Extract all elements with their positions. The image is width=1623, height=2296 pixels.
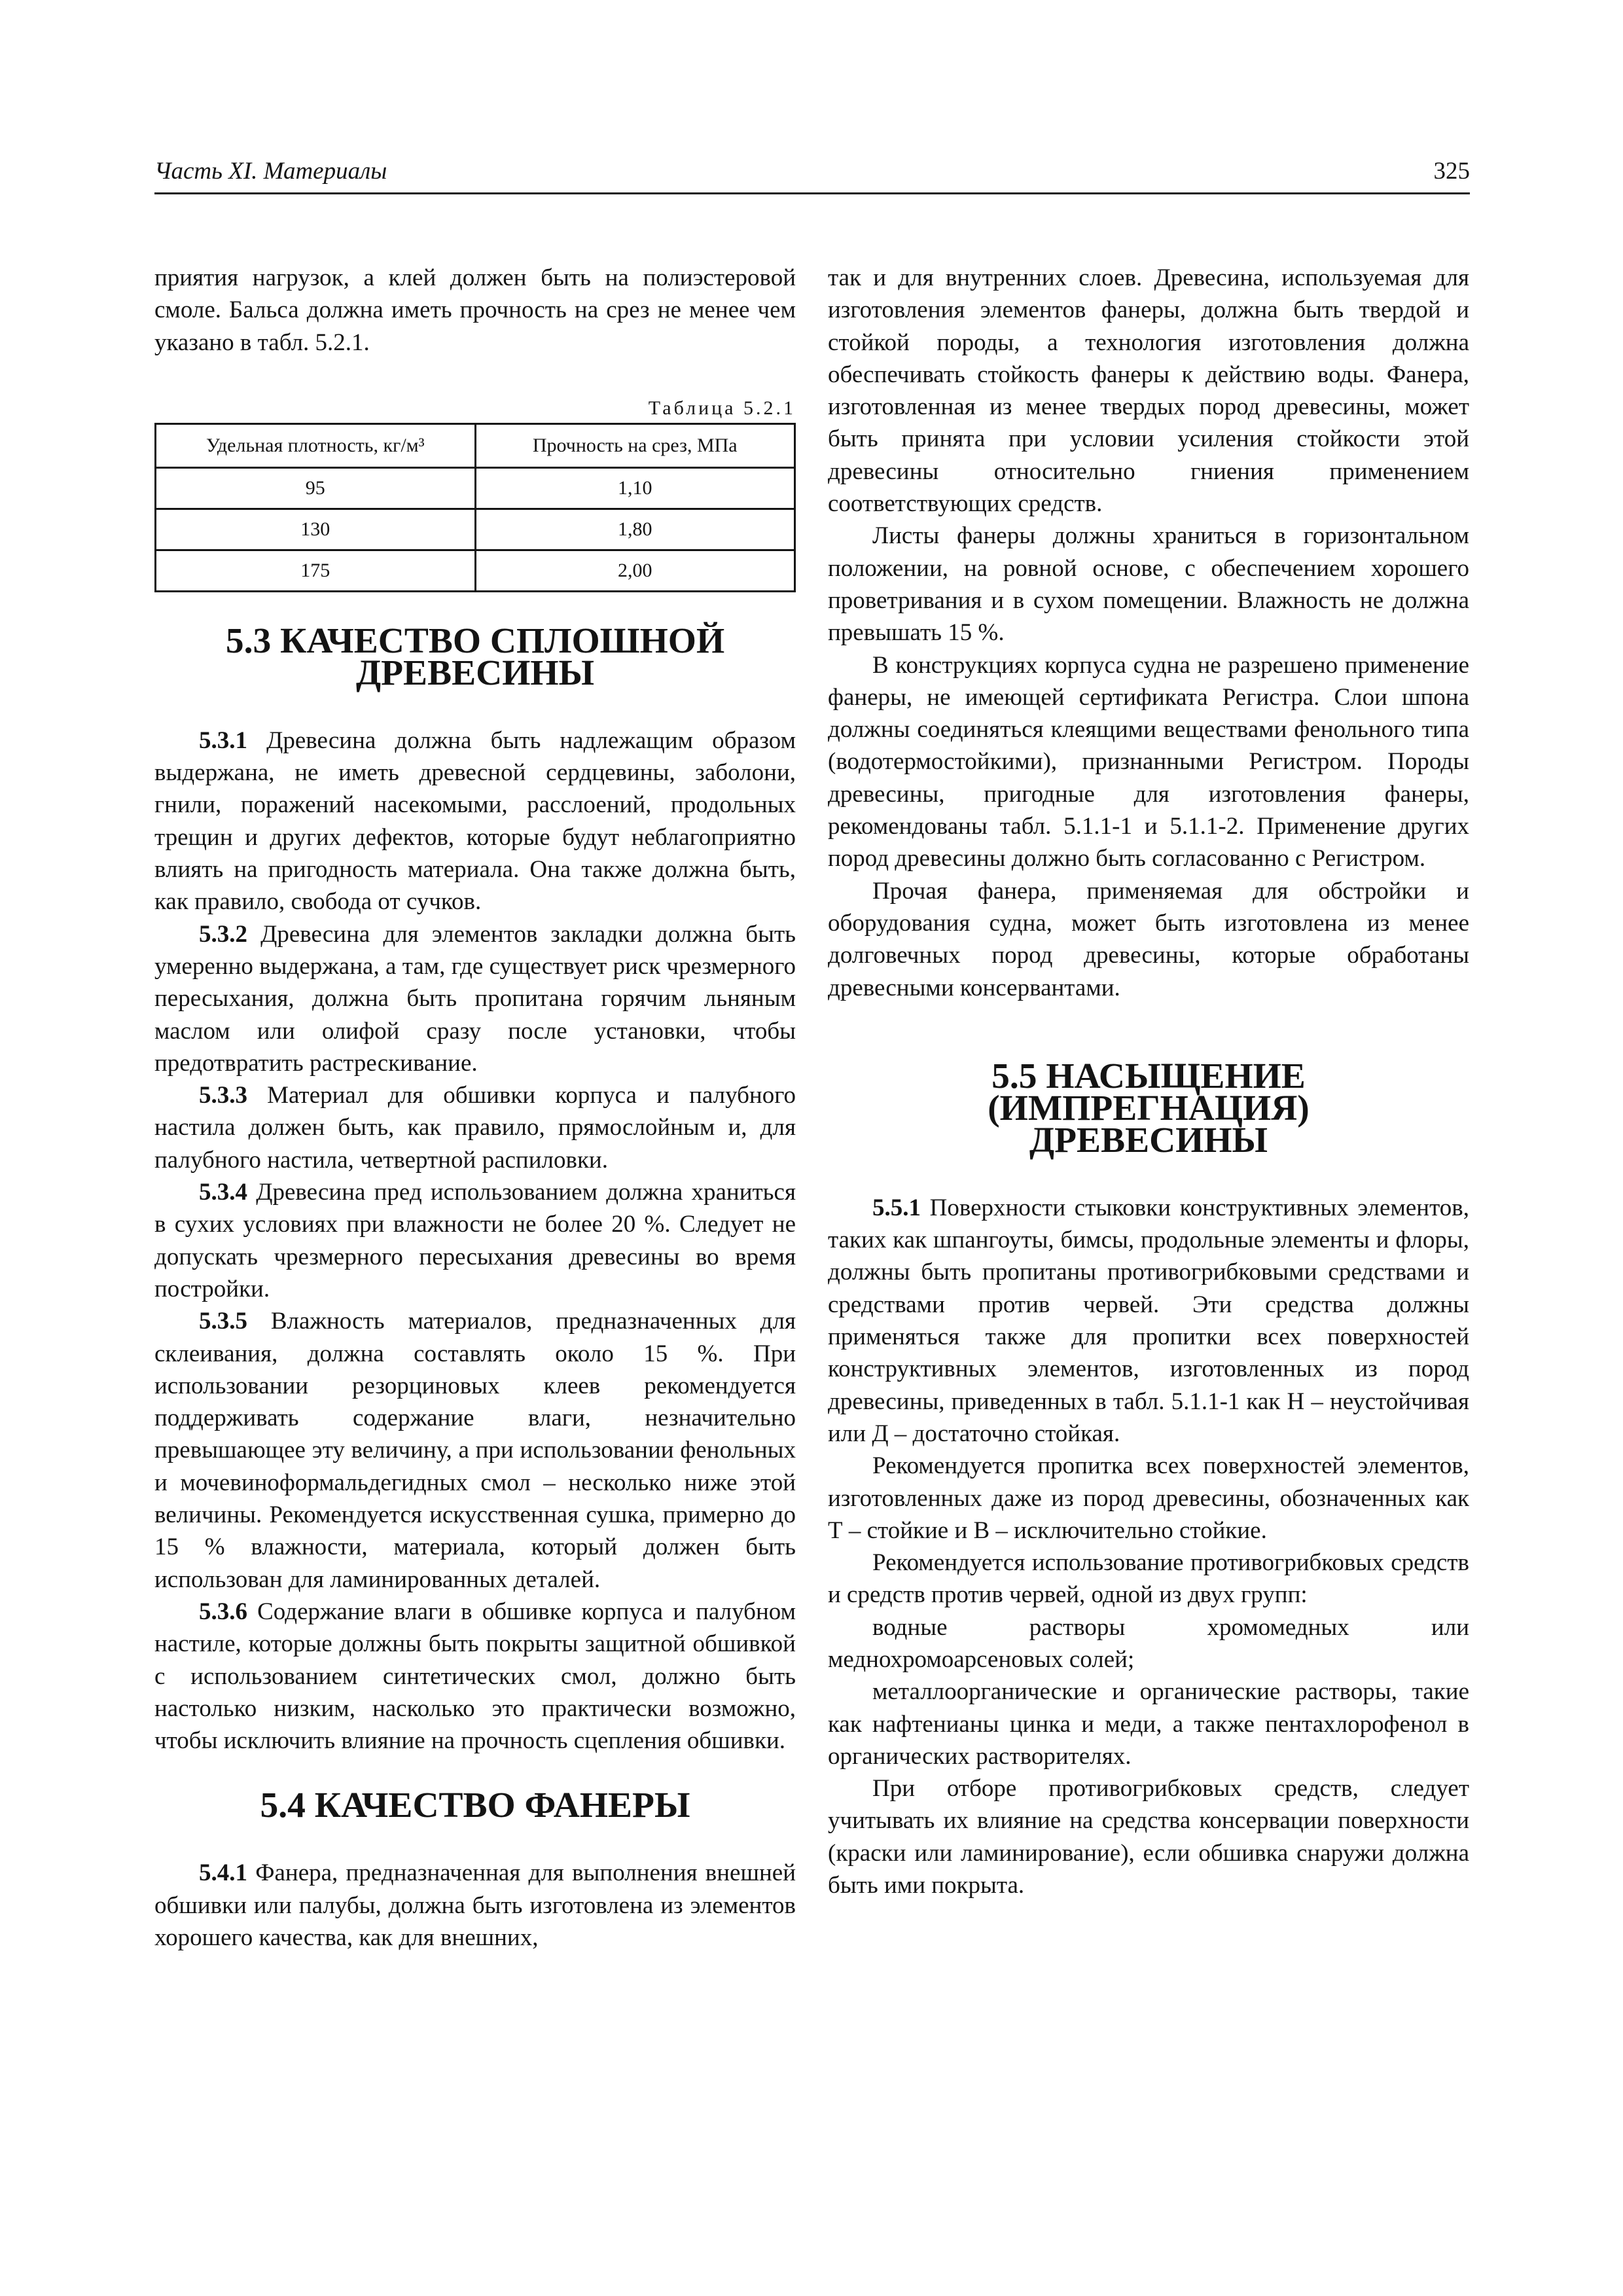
paragraph-5-3-5 (154, 1305, 796, 1596)
table-row (156, 550, 795, 591)
right-column (828, 262, 1469, 1901)
table-row (156, 467, 795, 509)
paragraph-5-3-3 (154, 1079, 796, 1176)
table-cell: 95 (156, 467, 476, 509)
table-cell: 2,00 (475, 550, 795, 591)
paragraph-groups: Рекомендуется использование противогрибковых средств и средств против червей, одной из двух групп: (828, 1549, 1469, 1609)
section-heading-line: ДРЕВЕСИНЫ (1029, 1120, 1268, 1160)
paragraph-storage: Листы фанеры должны храниться в горизонтальном положении, на ровной основе, с обеспечением хорошего проветривания и в сухом помещении. Влажность не должна превышать 15 %. (828, 522, 1469, 647)
section-heading-line: 5.5 НАСЫЩЕНИЕ (ИМПРЕГНАЦИЯ) (988, 1056, 1310, 1128)
table-row (156, 509, 795, 550)
paragraph-certificate: В конструкциях корпуса судна не разрешено применение фанеры, не имеющей сертификата Регистра. Слои шпона должны соединяться клеящими веществами фенольного типа (водотермостойкими), признанными Регистром. Породы древесины, пригодные для изготовления фанеры, рекомендованы табл. 5.1.1-1 и 5.1.1-2. Применение других пород древесины должно быть согласованно с Регистром. (828, 651, 1469, 872)
running-title: Часть XI. Материалы (154, 158, 387, 185)
paragraph-5-5-1 (828, 1192, 1469, 1450)
paragraph-5-3-6 (154, 1596, 796, 1757)
column-header-density: Удельная плотность, кг/м³ (156, 423, 476, 467)
clause-text: Древесина для элементов закладки должна быть умеренно выдержана, а там, где существует риск чрезмерного пересыхания, должна быть пропитана горячим льняным маслом или олифой сразу после установки, чтобы предотвратить растрескивание. (154, 920, 796, 1077)
paragraph-5-3-1 (154, 725, 796, 918)
clause-number: 5.3.6 (199, 1598, 247, 1625)
clause-number: 5.3.5 (199, 1308, 247, 1335)
clause-number: 5.3.4 (199, 1179, 247, 1206)
density-strength-table (154, 423, 796, 592)
paragraph-selection: При отборе противогрибковых средств, следует учитывать их влияние на средства консервации поверхности (краски или ламинирование), если обшивка снаружи должна быть ими покрыта. (828, 1775, 1469, 1899)
page-number: 325 (1433, 158, 1470, 185)
section-heading-5-4: 5.4 КАЧЕСТВО ФАНЕРЫ (260, 1785, 690, 1826)
clause-text: Поверхности стыковки конструктивных элементов, таких как шпангоуты, бимсы, продольные элементы и флоры, должны быть пропитаны противогрибковыми средствами и средствами против червей. Эти средства должны применяться также для пропитки всех поверхностей конструктивных элементов, изготовленных из пород древесины, приведенных в табл. 5.1.1-1 как Н – неустойчивая или Д – достаточно стойкая. (828, 1194, 1469, 1447)
table-cell: 175 (156, 550, 476, 591)
left-column (154, 262, 796, 1954)
clause-text: Материал для обшивки корпуса и палубного настила должен быть, как правило, прямослойным и, для палубного настила, четвертной распиловки. (154, 1082, 796, 1174)
clause-text: Древесина должна быть надлежащим образом выдержана, не иметь древесной сердцевины, заболони, гнили, поражений насекомыми, расслоений, продольных трещин и других дефектов, которые будут неблагоприятно влиять на пригодность материала. Она также должна быть, как правило, свобода от сучков. (154, 726, 796, 916)
column-header-strength: Прочность на срез, МПа (475, 423, 795, 467)
clause-number: 5.3.2 (199, 920, 247, 948)
paragraph-5-4-1 (154, 1857, 796, 1954)
table-cell: 1,10 (475, 467, 795, 509)
table-cell: 1,80 (475, 509, 795, 550)
page-header (154, 152, 1470, 194)
clause-text: Древесина пред использованием должна храниться в сухих условиях при влажности не более 20 %. Следует не допускать чрезмерного пересыхания древесины во время постройки. (154, 1179, 796, 1302)
section-heading-5-3: 5.3 КАЧЕСТВО СПЛОШНОЙ ДРЕВЕСИНЫ (225, 620, 725, 693)
clause-text: Влажность материалов, предназначенных для склеивания, должна составлять около 15 %. При использовании резорциновых клеев рекомендуется поддерживать содержание влаги, незначительно превышающее эту величину, а при использовании фенольных и мочевиноформальдегидных смол – несколько ниже этой величины. Рекомендуется искусственная сушка, примерно до 15 % влажности, материала, который должен быть использован для ламинированных деталей. (154, 1308, 796, 1593)
paragraph-impregnation: Рекомендуется пропитка всех поверхностей элементов, изготовленных даже из пород древесины, обозначенных как Т – стойкие и В – исключительно стойкие. (828, 1452, 1469, 1544)
list-item-water-solutions: водные растворы хромомедных или меднохромоарсеновых солей; (828, 1613, 1469, 1673)
table-caption: Таблица 5.2.1 (648, 397, 796, 419)
table-header-row (156, 423, 795, 467)
intro-paragraph: приятия нагрузок, а клей должен быть на полиэстеровой смоле. Бальса должна иметь прочность на срез не менее чем указано в табл. 5.2.1. (154, 264, 796, 356)
paragraph-other-plywood: Прочая фанера, применяемая для обстройки и оборудования судна, может быть изготовлена из менее долговечных пород древесины, которые обработаны древесными консервантами. (828, 877, 1469, 1001)
list-item-organic-solutions: металлоорганические и органические растворы, такие как нафтенианы цинка и меди, а также пентахлорофенол в органических растворителях. (828, 1678, 1469, 1770)
clause-number: 5.3.1 (199, 726, 247, 754)
section-heading-5-5 (828, 1056, 1469, 1160)
clause-text: Фанера, предназначенная для выполнения внешней обшивки или палубы, должна быть изготовлена из элементов хорошего качества, как для внешних, (154, 1859, 796, 1951)
clause-number: 5.3.3 (199, 1082, 247, 1109)
clause-number: 5.4.1 (199, 1859, 247, 1887)
table-cell: 130 (156, 509, 476, 550)
clause-number: 5.5.1 (872, 1194, 921, 1221)
clause-text: Содержание влаги в обшивке корпуса и палубном настиле, которые должны быть покрыты защитной обшивкой с использованием синтетических смол, должно быть настолько низким, насколько это практически возможно, чтобы исключить влияние на прочность сцепления обшивки. (154, 1598, 796, 1755)
paragraph-continued: так и для внутренних слоев. Древесина, используемая для изготовления элементов фанеры, должна быть твердой и стойкой породы, а технология изготовления должна обеспечивать стойкость фанеры к действию воды. Фанера, изготовленная из менее твердых пород древесины, может быть принята при условии усиления стойкости этой древесины относительно гниения применением соответствующих средств. (828, 264, 1469, 518)
paragraph-5-3-2 (154, 918, 796, 1079)
paragraph-5-3-4 (154, 1176, 796, 1305)
